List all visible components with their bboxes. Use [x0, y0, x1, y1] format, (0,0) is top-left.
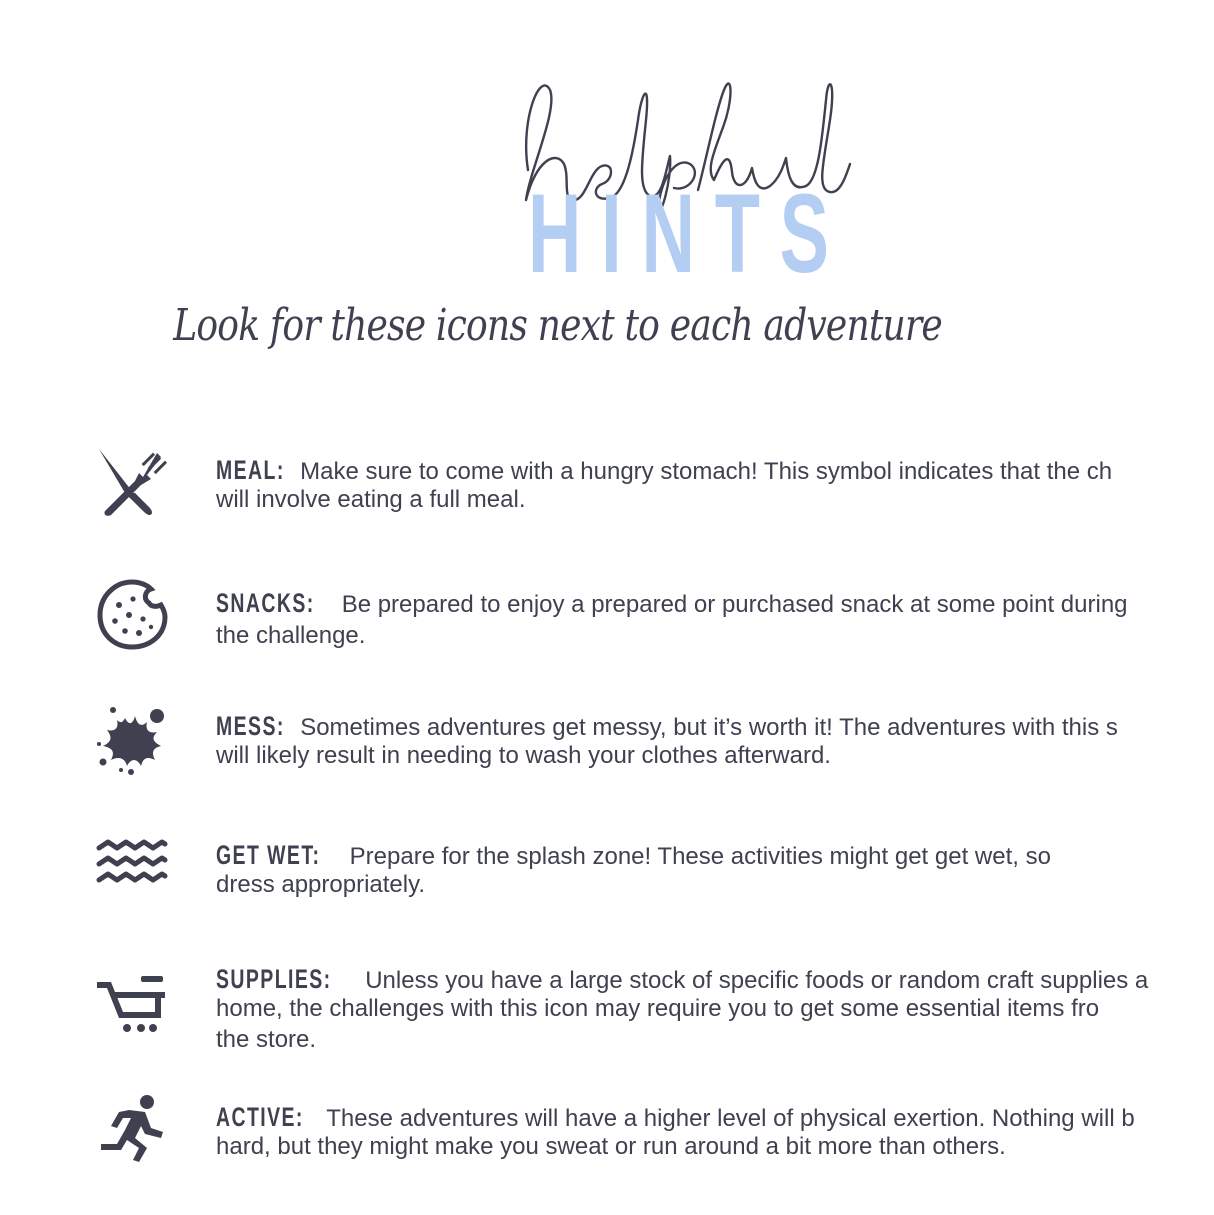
- hint-desc-snacks-line1: Be prepared to enjoy a prepared or purchased snack at some point during: [341, 591, 1128, 618]
- cookie-icon: [95, 577, 169, 651]
- hint-desc-get-wet-line1: Prepare for the splash zone! These activities might get get wet, so: [349, 843, 1051, 870]
- hint-desc-get-wet-line2: dress appropriately.: [216, 871, 425, 898]
- waves-icon: [95, 832, 169, 906]
- hint-desc-snacks-line2: the challenge.: [216, 622, 366, 649]
- hint-text-snacks: [216, 589, 1214, 650]
- hint-text-get-wet: [216, 841, 1214, 899]
- hint-label-snacks: SNACKS:: [216, 588, 315, 618]
- utensils-icon: [95, 445, 169, 519]
- hint-text-active: [216, 1103, 1214, 1161]
- hint-desc-meal-line1: Make sure to come with a hungry stomach! This symbol indicates that the ch: [300, 458, 1113, 485]
- hint-desc-active-line2: hard, but they might make you sweat or run around a bit more than others.: [216, 1133, 1006, 1160]
- hint-label-supplies: SUPPLIES:: [216, 964, 332, 994]
- hint-label-active: ACTIVE:: [216, 1102, 304, 1132]
- hint-label-get-wet: GET WET:: [216, 840, 321, 870]
- hint-desc-supplies-line1: Unless you have a large stock of specific foods or random craft supplies a: [365, 967, 1149, 994]
- hint-text-mess: [216, 712, 1214, 770]
- hint-desc-supplies-line3: the store.: [216, 1026, 317, 1053]
- hint-label-mess: MESS:: [216, 711, 285, 741]
- hint-text-meal: [216, 456, 1214, 514]
- partial-next-icon: [118, 1206, 158, 1215]
- hints-title: HINTS: [528, 171, 849, 296]
- cart-icon: [95, 970, 169, 1044]
- hint-desc-mess-line1: Sometimes adventures get messy, but it’s worth it! The adventures with this s: [300, 714, 1118, 741]
- subtitle: Look for these icons next to each adventure: [173, 300, 942, 351]
- hint-desc-active-line1: These adventures will have a higher level of physical exertion. Nothing will b: [326, 1105, 1135, 1132]
- hint-desc-meal-line2: will involve eating a full meal.: [216, 486, 526, 513]
- hint-text-supplies: [216, 965, 1214, 1054]
- splat-icon: [95, 702, 169, 776]
- hint-label-meal: MEAL:: [216, 455, 285, 485]
- hint-desc-supplies-line2: home, the challenges with this icon may require you to get some essential items fro: [216, 995, 1100, 1022]
- runner-icon: [95, 1092, 169, 1166]
- hint-desc-mess-line2: will likely result in needing to wash your clothes afterward.: [216, 742, 831, 769]
